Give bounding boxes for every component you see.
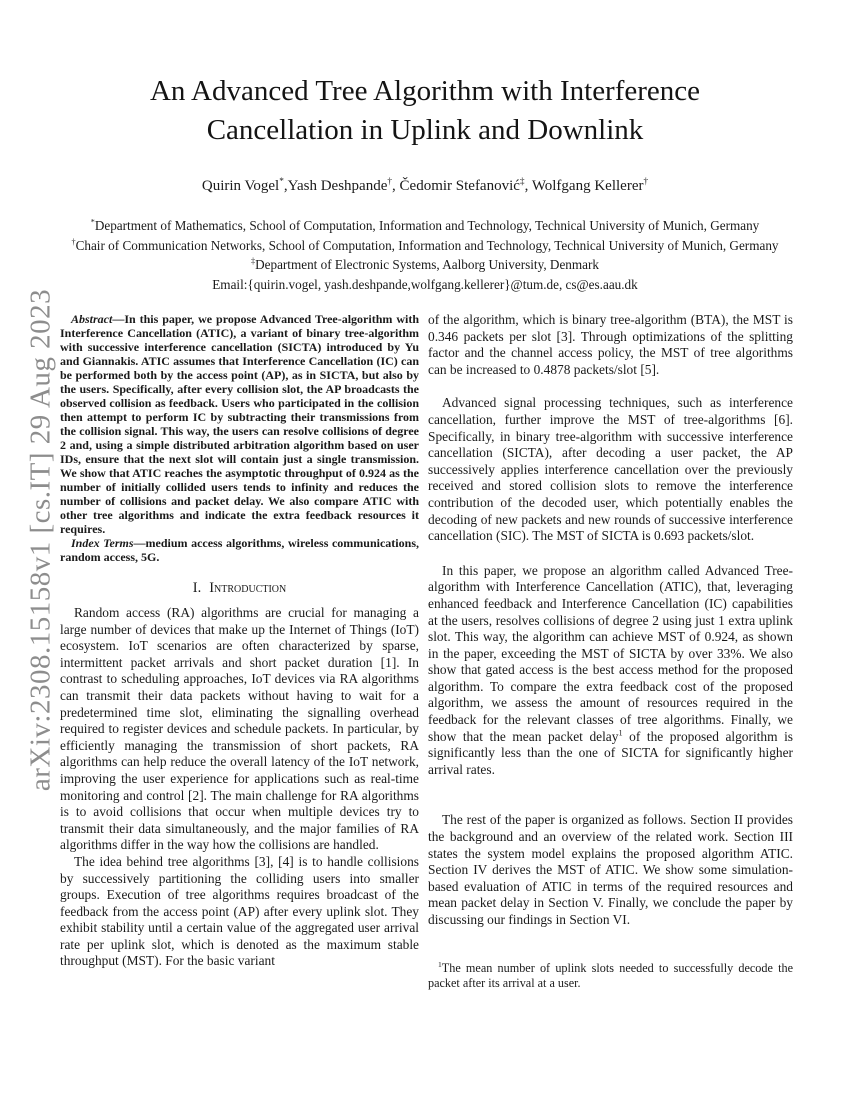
authors-line [0,178,850,195]
title-line-2: Cancellation in Uplink and Downlink [206,114,644,146]
email-line: Email:{quirin.vogel, yash.deshpande,wolfgang.kellerer}@tum.de, cs@es.aau.dk [212,276,638,292]
index-terms-dash: — [133,536,146,550]
abstract-dash: — [112,312,125,326]
right-paragraph-1: of the algorithm, which is binary tree-algorithm (BTA), the MST is 0.346 packets per slot [3]. Through optimizations of the splitting factor and the channel access policy, the MST of tree algorithms can be increased to 0.4878 packets/slot [5]. [428,312,793,377]
author-2-name: Yash Deshpande [287,178,388,194]
paper-header [0,72,850,150]
author-4-name: Wolfgang Kellerer [531,178,644,194]
author-3-mark: ‡ [519,177,525,187]
author-1 [202,178,288,194]
index-terms-label: Index Terms [71,536,134,550]
affiliations-block [0,216,850,294]
section-title: Introduction [209,580,287,596]
affiliation-2-text: Chair of Communication Networks, School of Computation, Information and Technology, Technical University of Munich, Germany [75,237,779,253]
author-3 [400,178,532,194]
author-1-name: Quirin Vogel [201,178,280,194]
author-2 [288,178,400,194]
abstract-paragraph [60,312,419,536]
author-2-mark: † [387,177,393,187]
author-1-mark: * [279,177,284,187]
author-2-sep: , [392,178,400,194]
intro-paragraph-1: Random access (RA) algorithms are crucial for managing a large number of devices that make up the Internet of Things (IoT) ecosystem. IoT scenarios are often characterized by sparse, intermittent packet arrivals and short packet duration [1]. In contrast to scheduling approaches, IoT devices via RA algorithms can transmit their data packets without having to wait for a predetermined time slot, eliminating the signalling overhead required to register devices and schedule packets. In particular, by efficiently managing the transmission of short packets, RA algorithms can help reduce the overall latency of the IoT network, improving the user experience for applications such as real-time monitoring and control [2]. The main challenge for RA algorithms is to avoid collisions that occur when multiple devices try to transmit their data simultaneously, and the major families of RA algorithms differ in the way how the collisions are handled. [60,605,419,853]
right-paragraph-3 [428,563,793,779]
right-paragraph-3-text-after: of the proposed algorithm is significantly less than the one of SICTA for significantly higher arrival rates. [428,728,794,777]
arxiv-watermark: arXiv:2308.15158v1 [cs.IT] 29 Aug 2023 [24,288,57,792]
affiliation-3-mark: ‡ [251,256,256,266]
affiliation-2-mark: † [71,237,76,247]
author-3-name: Čedomir Stefanović [399,178,520,194]
affiliation-line-2 [0,236,850,256]
left-column [60,312,419,970]
author-1-sep: , [283,178,288,194]
index-terms-text: medium access algorithms, wireless communications, random access, 5G. [60,536,419,564]
right-paragraph-2: Advanced signal processing techniques, such as interference cancellation, further improve the MST of tree-algorithms [6]. Specifically, in binary tree-algorithm with successive interference cancellation (SICTA), after decoding a user packet, the AP successively applies interference cancellation over the previously received and stored collision slots to remove the interference contribution of the decoded user, which potentially enables the decoding of new packets and new rounds of successive interference cancellation (SIC). The MST of SICTA is 0.693 packets/slot. [428,395,793,544]
abstract-text: In this paper, we propose Advanced Tree-algorithm with Interference Cancellation (ATIC), a variant of binary tree-algorithm with successive interference cancellation (SICTA) introduced by Yu and Giannakis. ATIC assumes that Interference Cancellation (IC) can be performed both by the access point (AP), as in SICTA, but also by the users. Specifically, after every collision slot, the AP broadcasts the observed collision as feedback. Users who participated in the collision then attempt to perform IC by subtracting their transmissions from the collision signal. This way, the users can resolve collisions of degree 2 and, using a simple distributed arbitration algorithm based on user IDs, ensure that the next slot will contain just a single transmission. We show that ATIC reaches the asymptotic throughput of 0.924 as the number of initially collided users tends to infinity and reduces the number of collisions and packet delay. We also compare ATIC with other tree algorithms and indicate the extra feedback resources it requires. [60,312,419,536]
affiliation-line-1 [0,216,850,236]
right-paragraph-4: The rest of the paper is organized as follows. Section II provides the background and an overview of the related work. Section III states the system model explains the proposed algorithm ATIC. Section IV derives the MST of ATIC. We show some simulation-based evaluation of ATIC in terms of the required resources and mean packet delay in Section V. Finally, we conclude the paper by discussing our findings in Section VI. [428,812,793,927]
author-4 [532,178,648,194]
paper-title [0,72,850,150]
abstract-label: Abstract [71,312,113,326]
affiliation-1-mark: * [90,217,95,227]
affiliation-1-text: Department of Mathematics, School of Computation, Information and Technology, Technical University of Munich, Germany [94,218,760,233]
author-4-mark: † [643,177,649,187]
right-column [428,312,793,929]
right-paragraph-3-text: In this paper, we propose an algorithm called Advanced Tree-algorithm with Interference Cancellation (ATIC), that, leveraging enhanced feedback and Interference Cancellation (IC) capabilities at the users, resolves collisions of degree 2 using just 1 extra uplink slot. This way, the algorithm can achieve MST of 0.924, as shown in the paper, exceeding the MST of SICTA by over 33%. We also show that gated access is the best access method for the proposed algorithm. To compare the extra feedback cost of the proposed algorithm, we assess the amount of resources required in the feedback for the relevant classes of tree algorithms. Finally, we show that the mean packet delay [428,562,793,744]
title-line-1: An Advanced Tree Algorithm with Interference [149,75,701,107]
footnote [428,961,793,991]
section-heading-introduction [60,581,419,596]
footnote-text: The mean number of uplink slots needed to successfully decode the packet after its arrival at a user. [428,961,793,990]
author-3-sep: , [524,178,532,194]
intro-paragraph-2: The idea behind tree algorithms [3], [4] is to handle collisions by successively partitioning the colliding users into smaller groups. Execution of tree algorithms requires broadcast of the feedback from the access point (AP) after every uplink slot. They exhibit stability until a certain value of the aggregated user arrival rate per uplink slot, which is denoted as the maximum stable throughput (MST). For the basic variant [60,853,419,969]
affiliation-3-text: Department of Electronic Systems, Aalborg University, Denmark [255,257,599,272]
affiliation-line-3 [0,255,850,275]
index-terms-paragraph [60,536,419,564]
footnote-number: 1 [438,959,442,969]
footnote-marker: 1 [618,728,623,738]
section-number: I. [192,580,202,596]
